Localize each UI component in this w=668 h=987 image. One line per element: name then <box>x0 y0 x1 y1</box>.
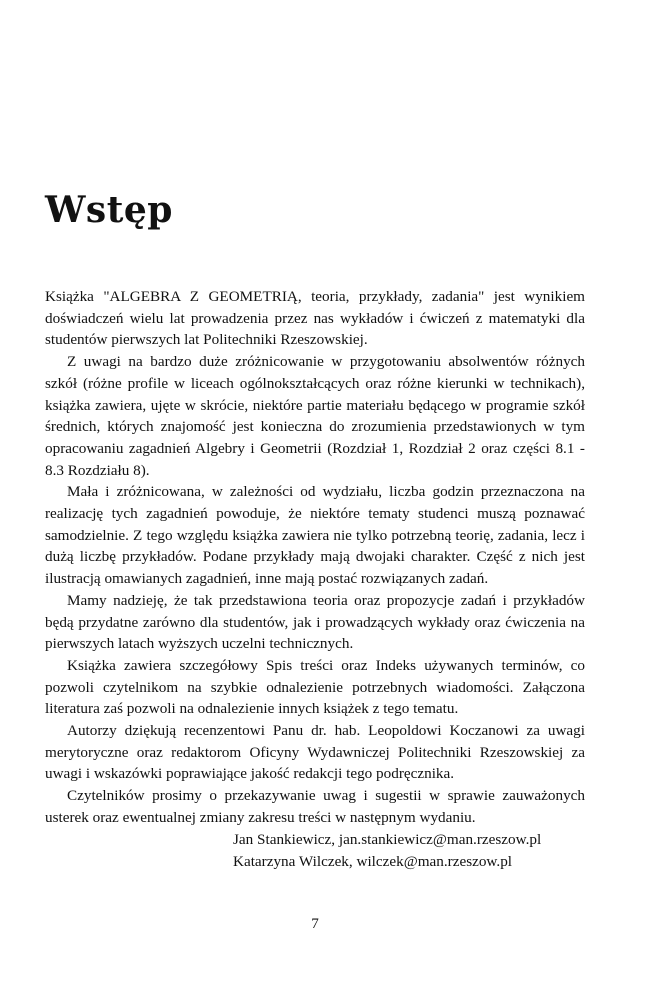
paragraph-scope: Z uwagi na bardzo duże zróżnicowanie w przygotowaniu absolwentów różnych szkół (różne profile w liceach ogólnokształcących oraz różne kierunki w technikach), książka zawiera, ujęte w skrócie, niektóre partie materiału będącego w programie szkół średnich, których znajomość jest konieczna do zrozumienia przedstawionych w tym opracowaniu zagadnień Algebry i Geometrii (Rozdział 1, Rozdział 2 oraz części 8.1 - 8.3 Rozdziału 8). <box>45 353 585 479</box>
body-text <box>45 286 585 829</box>
chapter-title: Wstęp <box>45 189 173 231</box>
paragraph-feedback: Czytelników prosimy o przekazywanie uwag i sugestii w sprawie zauważonych usterek oraz ewentualnej zmiany zakresu treści w następnym wydaniu. <box>45 787 585 826</box>
paragraph-hope: Mamy nadzieję, że tak przedstawiona teoria oraz propozycje zadań i przykładów będą przydatne zarówno dla studentów, jak i prowadzących wykłady oraz ćwiczenia na pierwszych latach wyższych uczelni technicznych. <box>45 591 585 653</box>
signature-wilczek: Katarzyna Wilczek, wilczek@man.rzeszow.pl <box>233 852 513 870</box>
paragraph-index: Książka zawiera szczegółowy Spis treści oraz Indeks używanych terminów, co pozwoli czytelnikom na szybkie odnalezienie potrzebnych wiadomości. Załączona literatura zaś pozwoli na odnalezienie innych książek z tego tematu. <box>45 656 585 718</box>
paragraph-intro: Książka "ALGEBRA Z GEOMETRIĄ, teoria, przykłady, zadania" jest wynikiem doświadczeń wielu lat prowadzenia przez nas wykładów i ćwiczeń z matematyki dla studentów pierwszych lat Politechniki Rzeszowskiej. <box>45 288 585 349</box>
paragraph-acknowledgements: Autorzy dziękują recenzentowi Panu dr. hab. Leopoldowi Koczanowi za uwagi merytoryczne oraz redaktorom Oficyny Wydawniczej Politechniki Rzeszowskiej za uwagi i wskazówki poprawiające jakość redakcji tego podręcznika. <box>45 722 585 783</box>
page-number: 7 <box>311 915 319 932</box>
signature-stankiewicz: Jan Stankiewicz, jan.stankiewicz@man.rzeszow.pl <box>233 831 542 848</box>
signatures <box>233 829 541 872</box>
paragraph-self-study: Mała i zróżnicowana, w zależności od wydziału, liczba godzin przeznaczona na realizację tych zagadnień powoduje, że niektóre tematy studenci muszą poznawać samodzielnie. Z tego względu książka zawiera nie tylko potrzebną teorię, zadania, lecz i dużą liczbę przykładów. Podane przykłady mają dwojaki charakter. Część z nich jest ilustracją omawianych zagadnień, inne mają postać rozwiązanych zadań. <box>45 483 585 588</box>
